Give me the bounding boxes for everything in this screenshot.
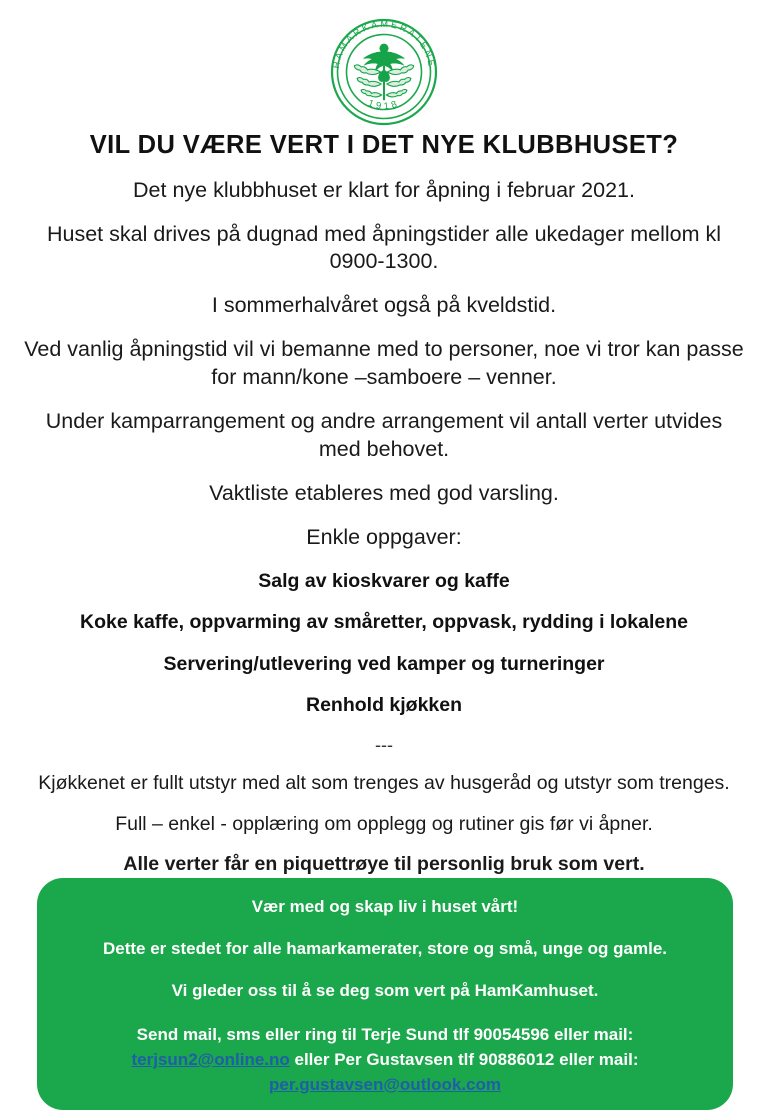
summer-hours-paragraph: I sommerhalvåret også på kveldstid. (211, 293, 557, 318)
hamarkameratene-logo-icon (321, 10, 448, 127)
callout-line-1: Vær med og skap liv i huset vårt! (251, 897, 519, 916)
task-item-kitchen-duties: Koke kaffe, oppvarming av småretter, oppvask, rydding i lokalene (80, 611, 688, 634)
contact-text-part-2: eller Per Gustavsen tlf 90886012 eller mail: (289, 1049, 639, 1069)
task-item-kiosk: Salg av kioskvarer og kaffe (258, 569, 510, 592)
callout-line-2: Dette er stedet for alle hamarkamerater, store og små, unge og gamle. (102, 938, 668, 958)
poster-body (0, 130, 768, 878)
svg-text:1918: 1918 (366, 97, 401, 113)
logo-container (0, 0, 768, 124)
opening-hours-paragraph: Huset skal drives på dugnad med åpningstider alle ukedager mellom kl 0900-1300. (46, 221, 722, 274)
shift-list-paragraph: Vaktliste etableres med god varsling. (209, 481, 559, 506)
shirt-paragraph: Alle verter får en piquettrøye til personlig bruk som vert. (123, 853, 645, 876)
svg-text:HAMARKAMERATENE: HAMARKAMERATENE (330, 18, 437, 70)
events-paragraph: Under kamparrangement og andre arrangement vil antall verter utvides med behovet. (45, 409, 723, 462)
page-title: VIL DU VÆRE VERT I DET NYE KLUBBHUSET? (89, 131, 679, 159)
callout-contact-line (63, 1023, 707, 1097)
section-divider: --- (375, 735, 393, 756)
contact-text-part-1: Send mail, sms eller ring til Terje Sund tlf 90054596 eller mail: (136, 1025, 634, 1045)
staffing-paragraph: Ved vanlig åpningstid vil vi bemanne med to personer, noe vi tror kan passe for mann/kone –samboere – venner. (24, 337, 744, 390)
training-paragraph: Full – enkel - opplæring om opplegg og rutiner gis før vi åpner. (115, 812, 653, 835)
callout-line-3: Vi gleder oss til å se deg som vert på HamKamhuset. (171, 980, 599, 1000)
kitchen-equipment-paragraph: Kjøkkenet er fullt utstyr med alt som trenges av husgeråd og utstyr som trenges. (38, 772, 730, 795)
task-item-cleaning: Renhold kjøkken (305, 694, 463, 717)
task-item-serving: Servering/utlevering ved kamper og turneringer (163, 652, 605, 675)
intro-paragraph: Det nye klubbhuset er klart for åpning i februar 2021. (133, 177, 635, 202)
tasks-heading: Enkle oppgaver: (306, 525, 462, 550)
contact-callout-box (37, 878, 733, 1110)
email-link-terje[interactable]: terjsun2@online.no (131, 1049, 290, 1069)
email-link-per[interactable]: per.gustavsen@outlook.com (269, 1074, 501, 1094)
